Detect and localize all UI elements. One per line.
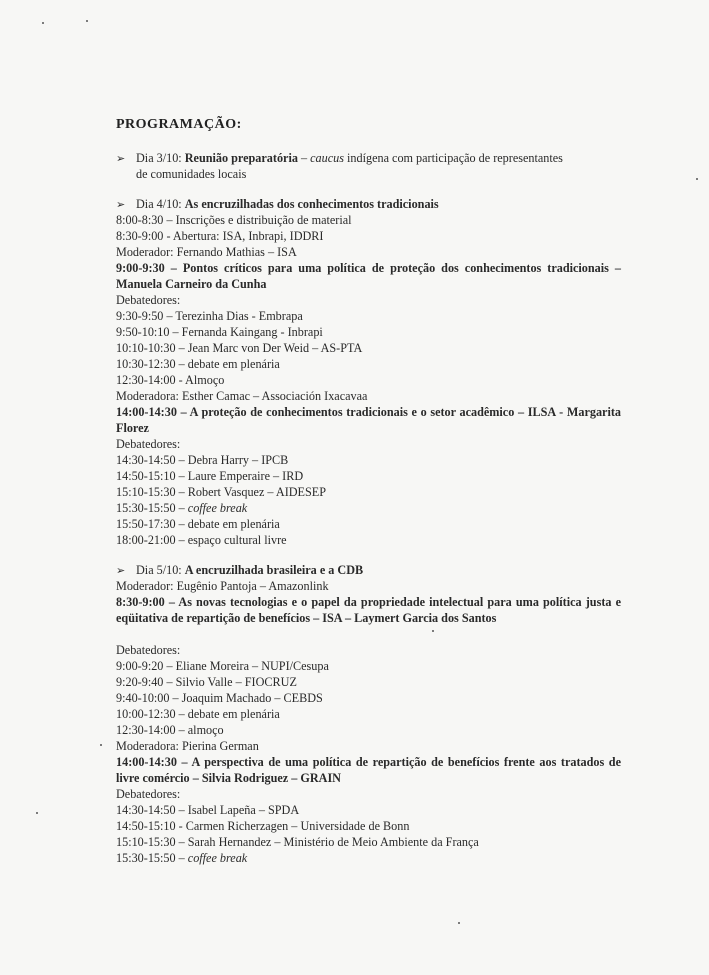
day1-line-cont: de comunidades locais bbox=[136, 167, 247, 181]
schedule-line: 15:10-15:30 – Sarah Hernandez – Ministério de Meio Ambiente da França bbox=[116, 835, 479, 849]
schedule-line: 9:20-9:40 – Silvio Valle – FIOCRUZ bbox=[116, 675, 297, 689]
schedule-line: 9:00-9:20 – Eliane Moreira – NUPI/Cesupa bbox=[116, 659, 329, 673]
bullet-arrow-icon: ➢ bbox=[116, 153, 126, 165]
schedule-line: 12:30-14:00 - Almoço bbox=[116, 373, 225, 387]
schedule-line: 15:10-15:30 – Robert Vasquez – AIDESEP bbox=[116, 485, 326, 499]
schedule-line: 10:00-12:30 – debate em plenária bbox=[116, 707, 280, 721]
day2-heading-line bbox=[116, 196, 439, 213]
schedule-line: 18:00-21:00 – espaço cultural livre bbox=[116, 533, 287, 547]
bullet-arrow-icon: ➢ bbox=[116, 565, 126, 577]
schedule-line: 15:50-17:30 – debate em plenária bbox=[116, 517, 280, 531]
schedule-line: 15:30-15:50 – coffee break bbox=[116, 851, 248, 865]
debaters-label: Debatedores: bbox=[116, 293, 181, 307]
day3-date: Dia 5/10: bbox=[136, 563, 185, 577]
day2-date: Dia 4/10: bbox=[136, 197, 185, 211]
day1-date: Dia 3/10: bbox=[136, 151, 185, 165]
schedule-line: 14:50-15:10 - Carmen Richerzagen – Universidade de Bonn bbox=[116, 819, 410, 833]
scan-speck bbox=[458, 922, 460, 924]
debaters-label: Debatedores: bbox=[116, 643, 181, 657]
day3-heading-line bbox=[116, 562, 363, 579]
day3-heading: A encruzilhada brasileira e a CDB bbox=[184, 563, 364, 577]
day1-italic: caucus bbox=[310, 151, 344, 165]
schedule-line: 15:30-15:50 – coffee break bbox=[116, 501, 248, 515]
bullet-arrow-icon: ➢ bbox=[116, 199, 126, 211]
moderator-line: Moderadora: Esther Camac – Associación Ixacavaa bbox=[116, 389, 368, 403]
panel-paragraph: 14:00-14:30 – A perspectiva de uma política de repartição de benefícios frente aos tratados de livre comércio – Silvia Rodriguez – GRAIN bbox=[116, 755, 621, 785]
scan-speck bbox=[696, 178, 698, 180]
schedule-line: 10:30-12:30 – debate em plenária bbox=[116, 357, 280, 371]
scan-speck bbox=[42, 22, 44, 24]
schedule-line: 9:50-10:10 – Fernanda Kaingang - Inbrapi bbox=[116, 325, 323, 339]
moderator-line: Moderador: Eugênio Pantoja – Amazonlink bbox=[116, 579, 329, 593]
day2-heading: As encruzilhadas dos conhecimentos tradicionais bbox=[184, 197, 439, 211]
moderator-line: Moderadora: Pierina German bbox=[116, 739, 259, 753]
schedule-line: 9:40-10:00 – Joaquim Machado – CEBDS bbox=[116, 691, 323, 705]
schedule-line: 12:30-14:00 – almoço bbox=[116, 723, 224, 737]
schedule-line: 14:30-14:50 – Isabel Lapeña – SPDA bbox=[116, 803, 300, 817]
schedule-line: 14:50-15:10 – Laure Emperaire – IRD bbox=[116, 469, 304, 483]
schedule-line: 14:30-14:50 – Debra Harry – IPCB bbox=[116, 453, 289, 467]
schedule-line: 10:10-10:30 – Jean Marc von Der Weid – AS-PTA bbox=[116, 341, 363, 355]
debaters-label: Debatedores: bbox=[116, 437, 181, 451]
day1-line: ➢ Dia 3/10: Reunião preparatória – caucus indígena com participação de representantes bbox=[116, 151, 563, 165]
scan-speck bbox=[432, 630, 434, 632]
page-title: PROGRAMAÇÃO: bbox=[116, 117, 242, 132]
moderator-line: Moderador: Fernando Mathias – ISA bbox=[116, 245, 297, 259]
scan-speck bbox=[100, 744, 102, 746]
day1-heading: Reunião preparatória bbox=[184, 151, 298, 165]
scan-speck bbox=[86, 20, 88, 22]
schedule-line: 8:00-8:30 – Inscrições e distribuição de material bbox=[116, 213, 352, 227]
panel-paragraph: 8:30-9:00 – As novas tecnologias e o papel da propriedade intelectual para uma política justa e eqüitativa de repartição de benefícios – ISA – Laymert Garcia dos Santos bbox=[116, 595, 621, 625]
panel-paragraph: 9:00-9:30 – Pontos críticos para uma política de proteção dos conhecimentos tradicionais – Manuela Carneiro da Cunha bbox=[116, 261, 621, 291]
panel-paragraph: 14:00-14:30 – A proteção de conhecimentos tradicionais e o setor acadêmico – ILSA - Margarita Florez bbox=[116, 405, 621, 435]
schedule-line: 9:30-9:50 – Terezinha Dias - Embrapa bbox=[116, 309, 303, 323]
scan-speck bbox=[36, 812, 38, 814]
schedule-line: 8:30-9:00 - Abertura: ISA, Inbrapi, IDDRI bbox=[116, 229, 324, 243]
debaters-label: Debatedores: bbox=[116, 787, 181, 801]
